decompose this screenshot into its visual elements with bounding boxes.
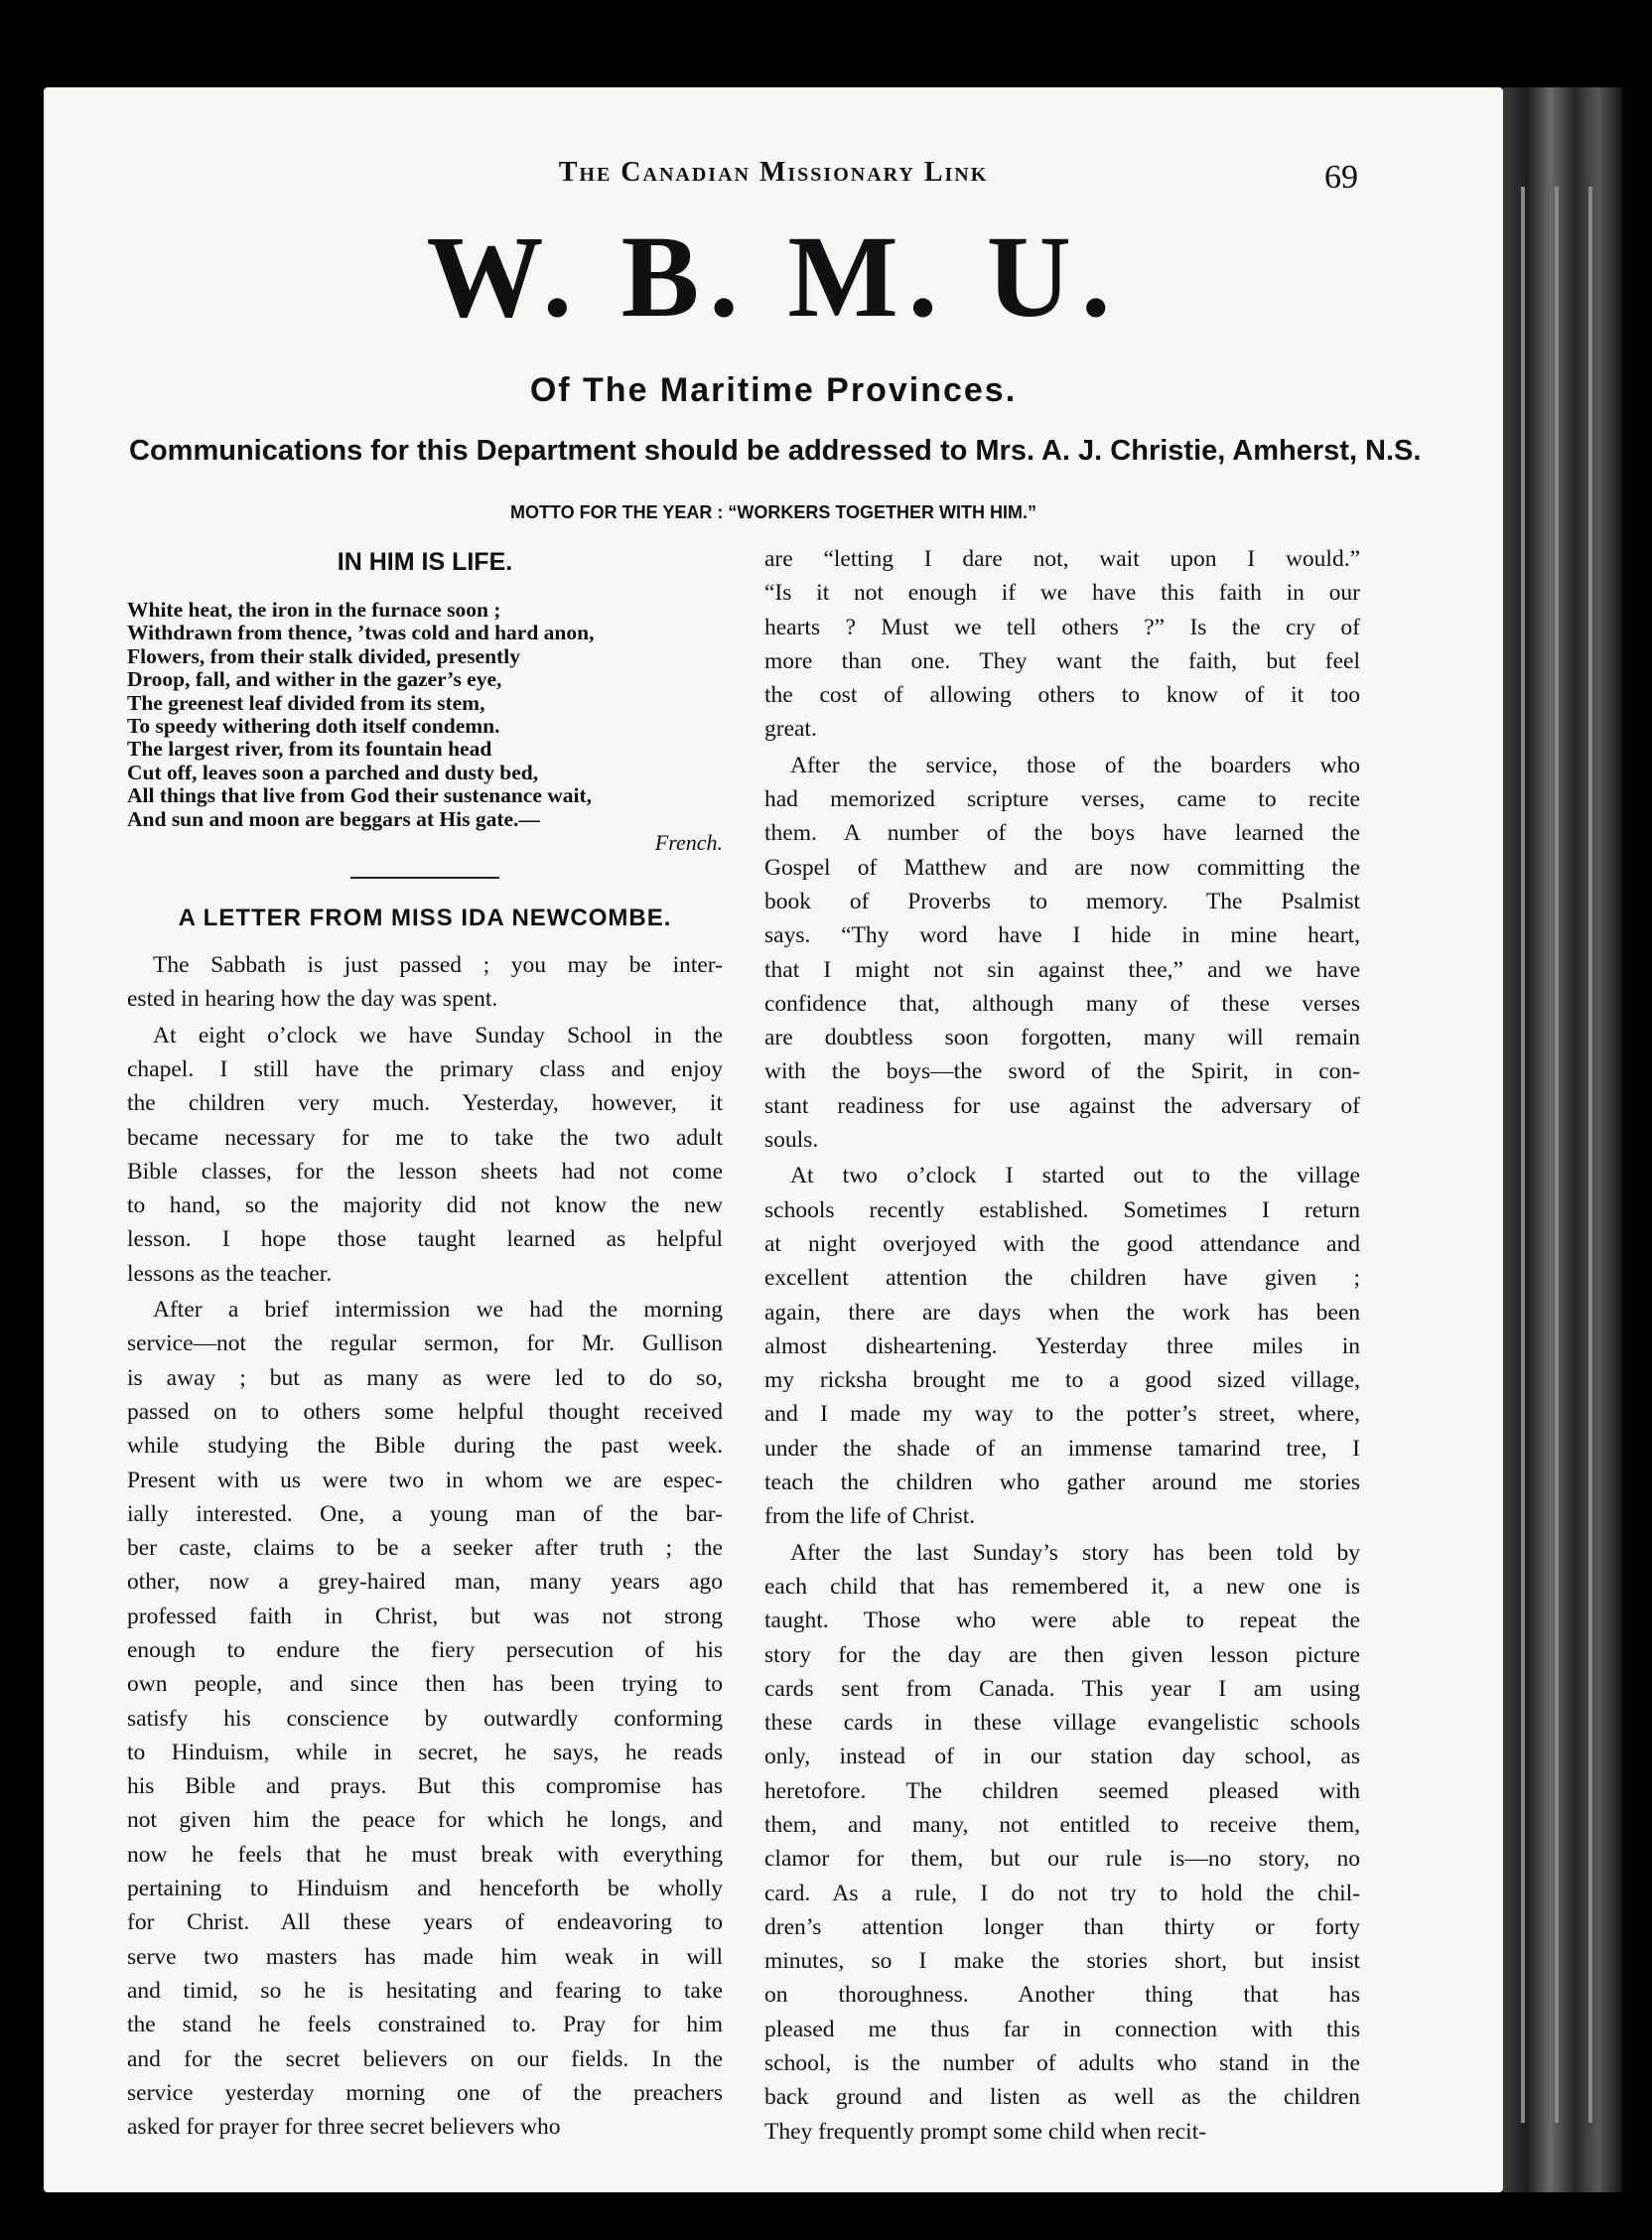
text-line: the children very much. Yesterday, however, it bbox=[127, 1090, 723, 1117]
text-line: confidence that, although many of these verses bbox=[764, 990, 1360, 1017]
text-line: own people, and since then has been trying to bbox=[127, 1671, 723, 1698]
text-line: “Is it not enough if we have this faith in our bbox=[764, 580, 1360, 607]
poem-attribution: French. bbox=[654, 830, 723, 856]
text-line: lessons as the teacher. bbox=[127, 1260, 333, 1287]
text-line: pleased me thus far in connection with this bbox=[764, 2016, 1360, 2042]
text-line: asked for prayer for three secret believers who bbox=[127, 2114, 561, 2141]
text-line: are “letting I dare not, wait upon I would.” bbox=[764, 546, 1360, 572]
text-line: story for the day are then given lesson picture bbox=[764, 1641, 1360, 1668]
poem-line: Cut off, leaves soon a parched and dusty bed, bbox=[127, 760, 539, 784]
text-line: each child that has remembered it, a new one is bbox=[764, 1573, 1360, 1600]
text-line: the stand he feels constrained to. Pray for him bbox=[127, 2012, 723, 2038]
text-line: at night overjoyed with the good attendance and bbox=[764, 1230, 1360, 1257]
running-head: The Canadian Missionary Link bbox=[558, 157, 989, 188]
article-paragraph bbox=[764, 1536, 1360, 2149]
poem-body bbox=[127, 599, 723, 831]
text-line: souls. bbox=[764, 1127, 819, 1154]
text-line: book of Proverbs to memory. The Psalmist bbox=[764, 888, 1360, 914]
text-line: At eight o’clock we have Sunday School in the bbox=[153, 1022, 723, 1049]
text-line: again, there are days when the work has been bbox=[764, 1299, 1360, 1326]
text-line: is away ; but as many as were led to do so, bbox=[127, 1364, 723, 1391]
poem-line: White heat, the iron in the furnace soon ; bbox=[127, 598, 501, 622]
text-line: with the boys—the sword of the Spirit, in con- bbox=[764, 1058, 1360, 1085]
text-line: taught. Those who were able to repeat the bbox=[764, 1608, 1360, 1634]
right-column bbox=[764, 542, 1360, 2151]
text-line: After the service, those of the boarders who bbox=[790, 752, 1360, 778]
poem-line: The largest river, from its fountain head bbox=[127, 737, 492, 762]
text-line: stant readiness for use against the adversary of bbox=[764, 1092, 1360, 1119]
text-line: the cost of allowing others to know of it too bbox=[764, 682, 1360, 709]
section-divider bbox=[350, 877, 499, 879]
text-line: passed on to others some helpful thought received bbox=[127, 1398, 723, 1425]
text-line: on thoroughness. Another thing that has bbox=[764, 1982, 1360, 2009]
text-line: serve two masters has made him weak in will bbox=[127, 1943, 723, 1970]
text-line: After the last Sunday’s story has been told by bbox=[790, 1539, 1360, 1566]
text-line: school, is the number of adults who stand in the bbox=[764, 2050, 1360, 2077]
text-line: my ricksha brought me to a good sized village, bbox=[764, 1367, 1360, 1394]
text-line: them, and many, not entitled to receive them, bbox=[764, 1811, 1360, 1838]
text-line: chapel. I still have the primary class and enjoy bbox=[127, 1055, 723, 1082]
poem-line: And sun and moon are beggars at His gate.— bbox=[127, 806, 540, 831]
spine-edge-line bbox=[1521, 187, 1525, 2123]
text-line: service—not the regular sermon, for Mr. Gullison bbox=[127, 1330, 723, 1357]
communications-notice: Communications for this Department should be addressed to Mrs. A. J. Christie, Amherst, N.S. bbox=[129, 435, 1422, 467]
text-line: from the life of Christ. bbox=[764, 1503, 976, 1530]
text-line: hearts ? Must we tell others ?” Is the cry of bbox=[764, 614, 1360, 640]
right-article-text bbox=[764, 542, 1360, 2151]
article-paragraph bbox=[127, 948, 723, 1017]
spine-edge-line bbox=[1555, 187, 1559, 2123]
text-line: satisfy his conscience by outwardly conforming bbox=[127, 1705, 723, 1732]
text-line: while studying the Bible during the past week. bbox=[127, 1433, 723, 1460]
poem-line: All things that live from God their sustenance wait, bbox=[127, 783, 593, 808]
text-line: service yesterday morning one of the preachers bbox=[127, 2079, 723, 2106]
article-paragraph bbox=[764, 542, 1360, 747]
text-line: Bible classes, for the lesson sheets had not come bbox=[127, 1158, 723, 1185]
text-line: these cards in these village evangelistic schools bbox=[764, 1710, 1360, 1737]
left-article-text bbox=[127, 948, 723, 2146]
text-line: more than one. They want the faith, but feel bbox=[764, 647, 1360, 674]
text-line: and I made my way to the potter’s street, where, bbox=[764, 1401, 1360, 1428]
text-line: schools recently established. Sometimes I return bbox=[764, 1196, 1360, 1223]
page-number: 69 bbox=[1324, 159, 1358, 196]
text-line: almost disheartening. Yesterday three miles in bbox=[764, 1332, 1360, 1359]
text-line: heretofore. The children seemed pleased with bbox=[764, 1777, 1360, 1804]
text-line: to Hinduism, while in secret, he says, he reads bbox=[127, 1739, 723, 1765]
book-spine bbox=[1503, 87, 1622, 2192]
text-line: says. “Thy word have I hide in mine heart, bbox=[764, 922, 1360, 949]
text-line: clamor for them, but our rule is—no story, no bbox=[764, 1846, 1360, 1873]
text-line: After a brief intermission we had the morning bbox=[153, 1297, 723, 1324]
text-line: ber caste, claims to be a seeker after truth ; the bbox=[127, 1535, 723, 1562]
poem-line: Droop, fall, and wither in the gazer’s eye, bbox=[127, 667, 502, 692]
text-line: and timid, so he is hesitating and fearing to take bbox=[127, 1977, 723, 2004]
poem-title: IN HIM IS LIFE. bbox=[337, 548, 513, 576]
text-line: now he feels that he must break with everything bbox=[127, 1841, 723, 1868]
text-line: professed faith in Christ, but was not strong bbox=[127, 1603, 723, 1629]
text-line: teach the children who gather around me stories bbox=[764, 1470, 1360, 1496]
text-line: great. bbox=[764, 716, 817, 743]
text-line: not given him the peace for which he longs, and bbox=[127, 1807, 723, 1834]
text-line: back ground and listen as well as the children bbox=[764, 2084, 1360, 2111]
text-line: dren’s attention longer than thirty or forty bbox=[764, 1913, 1360, 1940]
text-line: Present with us were two in whom we are espec- bbox=[127, 1467, 723, 1493]
article-title: A LETTER FROM MISS IDA NEWCOMBE. bbox=[178, 905, 672, 932]
motto-line: MOTTO FOR THE YEAR : “WORKERS TOGETHER WITH HIM.” bbox=[510, 502, 1036, 522]
poem-line: The greenest leaf divided from its stem, bbox=[127, 690, 485, 715]
text-line: ested in hearing how the day was spent. bbox=[127, 986, 498, 1013]
article-paragraph bbox=[764, 749, 1360, 1158]
text-line: enough to endure the fiery persecution of his bbox=[127, 1637, 723, 1663]
text-line: are doubtless soon forgotten, many will remain bbox=[764, 1025, 1360, 1051]
spine-edge-line bbox=[1588, 187, 1592, 2123]
text-line: minutes, so I make the stories short, but insist bbox=[764, 1948, 1360, 1975]
text-line: excellent attention the children have given ; bbox=[764, 1265, 1360, 1292]
article-paragraph bbox=[127, 1019, 723, 1291]
masthead-title: W. B. M. U. bbox=[426, 211, 1121, 342]
text-line: and for the secret believers on our fields. In the bbox=[127, 2045, 723, 2072]
poem-line: To speedy withering doth itself condemn. bbox=[127, 714, 500, 739]
text-line: They frequently prompt some child when recit- bbox=[764, 2118, 1207, 2145]
poem-line: Withdrawn from thence, ’twas cold and hard anon, bbox=[127, 621, 595, 645]
text-line: pertaining to Hinduism and henceforth be wholly bbox=[127, 1876, 723, 1902]
article-paragraph bbox=[127, 1293, 723, 2144]
text-line: them. A number of the boys have learned the bbox=[764, 820, 1360, 847]
text-line: card. As a rule, I do not try to hold the chil- bbox=[764, 1880, 1360, 1906]
text-line: that I might not sin against thee,” and we have bbox=[764, 956, 1360, 983]
masthead-subtitle: Of The Maritime Provinces. bbox=[529, 371, 1018, 409]
text-line: to hand, so the majority did not know the new bbox=[127, 1192, 723, 1219]
text-line: became necessary for me to take the two adult bbox=[127, 1124, 723, 1151]
left-column bbox=[127, 542, 723, 2146]
text-line: cards sent from Canada. This year I am using bbox=[764, 1675, 1360, 1702]
text-line: his Bible and prays. But this compromise has bbox=[127, 1773, 723, 1800]
text-line: lesson. I hope those taught learned as helpful bbox=[127, 1226, 723, 1253]
text-line: The Sabbath is just passed ; you may be inter- bbox=[153, 952, 723, 979]
text-line: Gospel of Matthew and are now committing the bbox=[764, 854, 1360, 881]
text-line: under the shade of an immense tamarind tree, I bbox=[764, 1435, 1360, 1462]
book-page bbox=[44, 87, 1503, 2192]
text-line: for Christ. All these years of endeavoring to bbox=[127, 1909, 723, 1936]
text-line: At two o’clock I started out to the village bbox=[790, 1163, 1360, 1190]
text-line: had memorized scripture verses, came to recite bbox=[764, 786, 1360, 813]
poem-line: Flowers, from their stalk divided, presently bbox=[127, 643, 520, 668]
article-paragraph bbox=[764, 1159, 1360, 1533]
text-line: only, instead of in our station day school, as bbox=[764, 1744, 1360, 1770]
text-line: ially interested. One, a young man of the bar- bbox=[127, 1500, 723, 1527]
text-line: other, now a grey-haired man, many years ago bbox=[127, 1569, 723, 1596]
